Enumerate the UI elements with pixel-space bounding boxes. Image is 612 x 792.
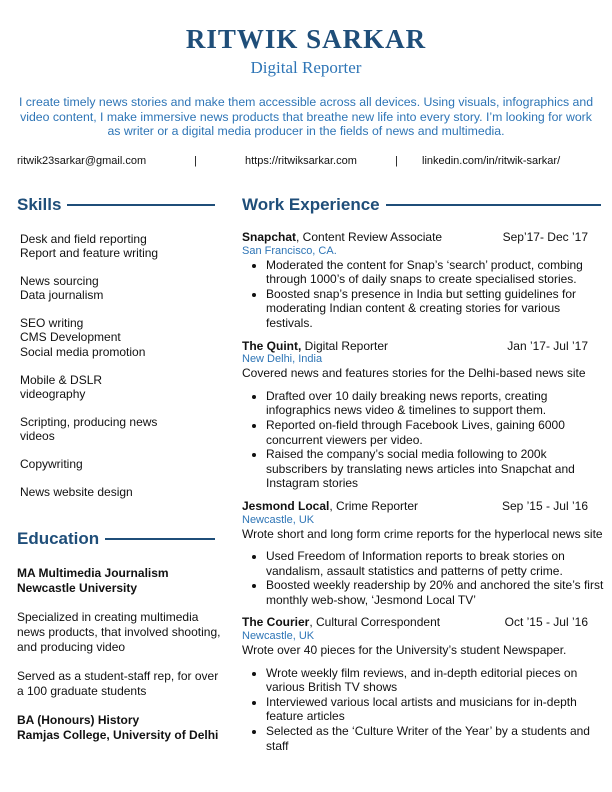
job-bullet: • Raised the company’s social media following to 200k subscribers by translating news articles into Snapchat and Instagram stories: [266, 447, 608, 491]
intro-paragraph: I create timely news stories and make them accessible across all devices. Using visuals, infographics and video content, I make immersive news products that breathe new life into every story. I’m looking for work as writer or a digital media producer in the fields of news and multimedia.: [18, 95, 594, 138]
skills-list: [20, 232, 220, 512]
job-bullet: • Drafted over 10 daily breaking news reports, creating infographics news video & timelines to support them.: [266, 389, 608, 418]
skill-item: News sourcing: [20, 274, 99, 289]
skill-item: videos: [20, 428, 55, 443]
job-bullet: • Boosted weekly readership by 20% and anchored the site’s first monthly web-show, ‘Jesmond Local TV’: [266, 578, 608, 607]
job-entry: [242, 230, 608, 331]
job-role: , Cultural Correspondent: [309, 615, 441, 630]
divider: [386, 204, 601, 206]
education-heading: [17, 529, 215, 549]
skill-item: SEO writing: [20, 316, 84, 331]
skill-item: Scripting, producing news: [20, 414, 158, 429]
job-bullet: • Boosted snap’s presence in India but setting guidelines for moderating Indian content & creating stories for various festivals.: [266, 287, 608, 331]
education-description: Served as a student-staff rep, for over a 100 graduate students: [17, 669, 219, 698]
job-role: , Crime Reporter: [329, 498, 419, 513]
contact-website[interactable]: https://ritwiksarkar.com: [245, 155, 357, 167]
skills-title: Skills: [17, 195, 62, 214]
contact-linkedin[interactable]: linkedin.com/in/ritwik-sarkar/: [422, 155, 561, 167]
job-company: The Quint,: [242, 338, 302, 353]
job-summary: Covered news and features stories for the Delhi-based news site: [242, 366, 586, 381]
job-location: New Delhi, India: [242, 353, 323, 366]
job-bullet: • Wrote weekly film reviews, and in-depth editorial pieces on various British TV shows: [266, 666, 608, 695]
job-location: Newcastle, UK: [242, 513, 315, 526]
job-bullet: • Selected as the ‘Culture Writer of the Year’ by a students and staff: [266, 724, 608, 753]
job-entry: [242, 339, 608, 491]
education-title: Education: [17, 529, 100, 548]
skill-item: videography: [20, 386, 86, 401]
skill-group: [20, 485, 220, 499]
job-entry: [242, 615, 608, 753]
job-company: Snapchat: [242, 230, 297, 244]
skill-group: [20, 415, 220, 444]
job-bullet: • Reported on-field through Facebook Lives, gaining 6000 concurrent viewers per video.: [266, 418, 608, 447]
skill-item: Report and feature writing: [20, 246, 159, 261]
work-heading: [242, 195, 601, 215]
education-section: [17, 566, 227, 757]
job-role: , Content Review Associate: [296, 230, 443, 244]
skill-group: [20, 457, 220, 471]
job-summary: Wrote over 40 pieces for the University’s student Newspaper.: [242, 643, 567, 658]
skill-item: Social media promotion: [20, 344, 146, 359]
school-name: Ramjas College, University of Delhi: [17, 728, 219, 742]
divider: [67, 204, 215, 206]
contact-separator: |: [395, 155, 398, 167]
divider: [105, 538, 215, 540]
contact-email[interactable]: ritwik23sarkar@gmail.com: [17, 155, 147, 167]
job-dates: Jan ’17- Jul ’17: [507, 338, 588, 353]
job-location: San Francisco, CA.: [242, 244, 337, 257]
skill-group: [20, 232, 220, 261]
education-description: Specialized in creating multimedia news products, that involved shooting, and producing video: [17, 610, 221, 654]
skill-item: News website design: [20, 484, 133, 499]
work-title: Work Experience: [242, 195, 380, 214]
degree-title: MA Multimedia Journalism: [17, 566, 169, 580]
degree-title: BA (Honours) History: [17, 713, 140, 727]
skill-item: CMS Development: [20, 330, 121, 345]
work-list: [242, 230, 608, 761]
job-role: Digital Reporter: [301, 338, 389, 353]
skill-item: Mobile & DSLR: [20, 372, 103, 387]
job-entry: [242, 499, 608, 608]
job-bullet: • Moderated the content for Snap’s ‘search’ product, combing through 1000’s of daily snaps to create specialised stories.: [266, 258, 608, 287]
job-dates: Oct ’15 - Jul ’16: [504, 615, 588, 630]
job-location: Newcastle, UK: [242, 630, 315, 643]
skill-item: Data journalism: [20, 288, 104, 303]
job-summary: Wrote short and long form crime reports for the hyperlocal news site: [242, 526, 603, 541]
contact-separator: |: [194, 155, 197, 167]
school-name: Newcastle University: [17, 581, 138, 595]
skill-group: [20, 316, 220, 359]
job-bullet: • Interviewed various local artists and musicians for in-depth feature articles: [266, 695, 608, 724]
skill-group: [20, 373, 220, 402]
skill-item: Copywriting: [20, 456, 83, 471]
job-company: Jesmond Local: [242, 498, 330, 513]
job-dates: Sep’17- Dec ’17: [502, 230, 588, 244]
resume-name: RITWIK SARKAR: [185, 24, 427, 54]
resume-role: Digital Reporter: [250, 58, 362, 77]
skills-heading: [17, 195, 215, 215]
job-bullet: • Used Freedom of Information reports to break stories on vandalism, assault statistics and patterns of petty crime.: [266, 549, 608, 578]
skill-group: [20, 274, 220, 303]
job-dates: Sep ’15 - Jul ’16: [501, 498, 588, 513]
skill-item: Desk and field reporting: [20, 232, 147, 246]
job-company: The Courier: [242, 615, 310, 630]
